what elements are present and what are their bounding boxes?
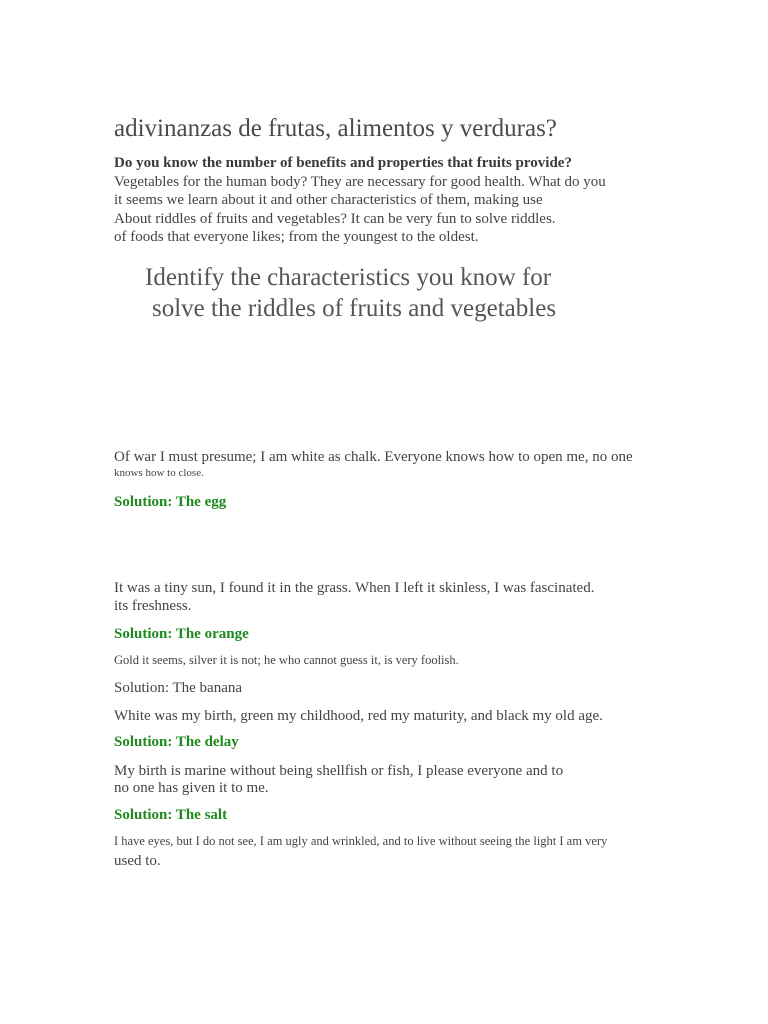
riddle-solution: Solution: The orange [114, 626, 249, 642]
riddle-solution: Solution: The banana [114, 680, 243, 696]
riddle-solution: Solution: The egg [114, 494, 227, 510]
riddle-text: It was a tiny sun, I found it in the grass. When I left it skinless, I was fascinated. [114, 580, 595, 596]
intro-line: Vegetables for the human body? They are necessary for good health. What do you [114, 173, 606, 190]
riddle-text-continued: used to. [114, 853, 161, 869]
subheading-line-2: solve the riddles of fruits and vegetables [152, 295, 557, 322]
riddle-text: Gold it seems, silver it is not; he who cannot guess it, is very foolish. [114, 653, 459, 667]
riddle-solution: Solution: The salt [114, 807, 228, 823]
riddle-text: I have eyes, but I do not see, I am ugly and wrinkled, and to live without seeing the light I am very [114, 834, 608, 848]
intro-paragraph [114, 154, 606, 247]
riddle-text-continued: no one has given it to me. [114, 780, 269, 796]
riddle-text-continued: its freshness. [114, 598, 192, 614]
riddle-text-continued: knows how to close. [114, 467, 204, 479]
riddle-text: Of war I must presume; I am white as chalk. Everyone knows how to open me, no one [114, 449, 633, 465]
riddle-text: My birth is marine without being shellfish or fish, I please everyone and to [114, 763, 564, 779]
intro-lead: Do you know the number of benefits and properties that fruits provide? [114, 155, 572, 171]
intro-line: of foods that everyone likes; from the youngest to the oldest. [114, 229, 479, 245]
document-title: adivinanzas de frutas, alimentos y verduras? [114, 115, 557, 142]
riddle-solution: Solution: The delay [114, 734, 239, 750]
intro-line: About riddles of fruits and vegetables? It can be very fun to solve riddles. [114, 210, 556, 227]
riddle-text: White was my birth, green my childhood, red my maturity, and black my old age. [114, 708, 603, 724]
subheading-line-1: Identify the characteristics you know for [145, 264, 552, 291]
intro-line: it seems we learn about it and other characteristics of them, making use [114, 192, 543, 208]
